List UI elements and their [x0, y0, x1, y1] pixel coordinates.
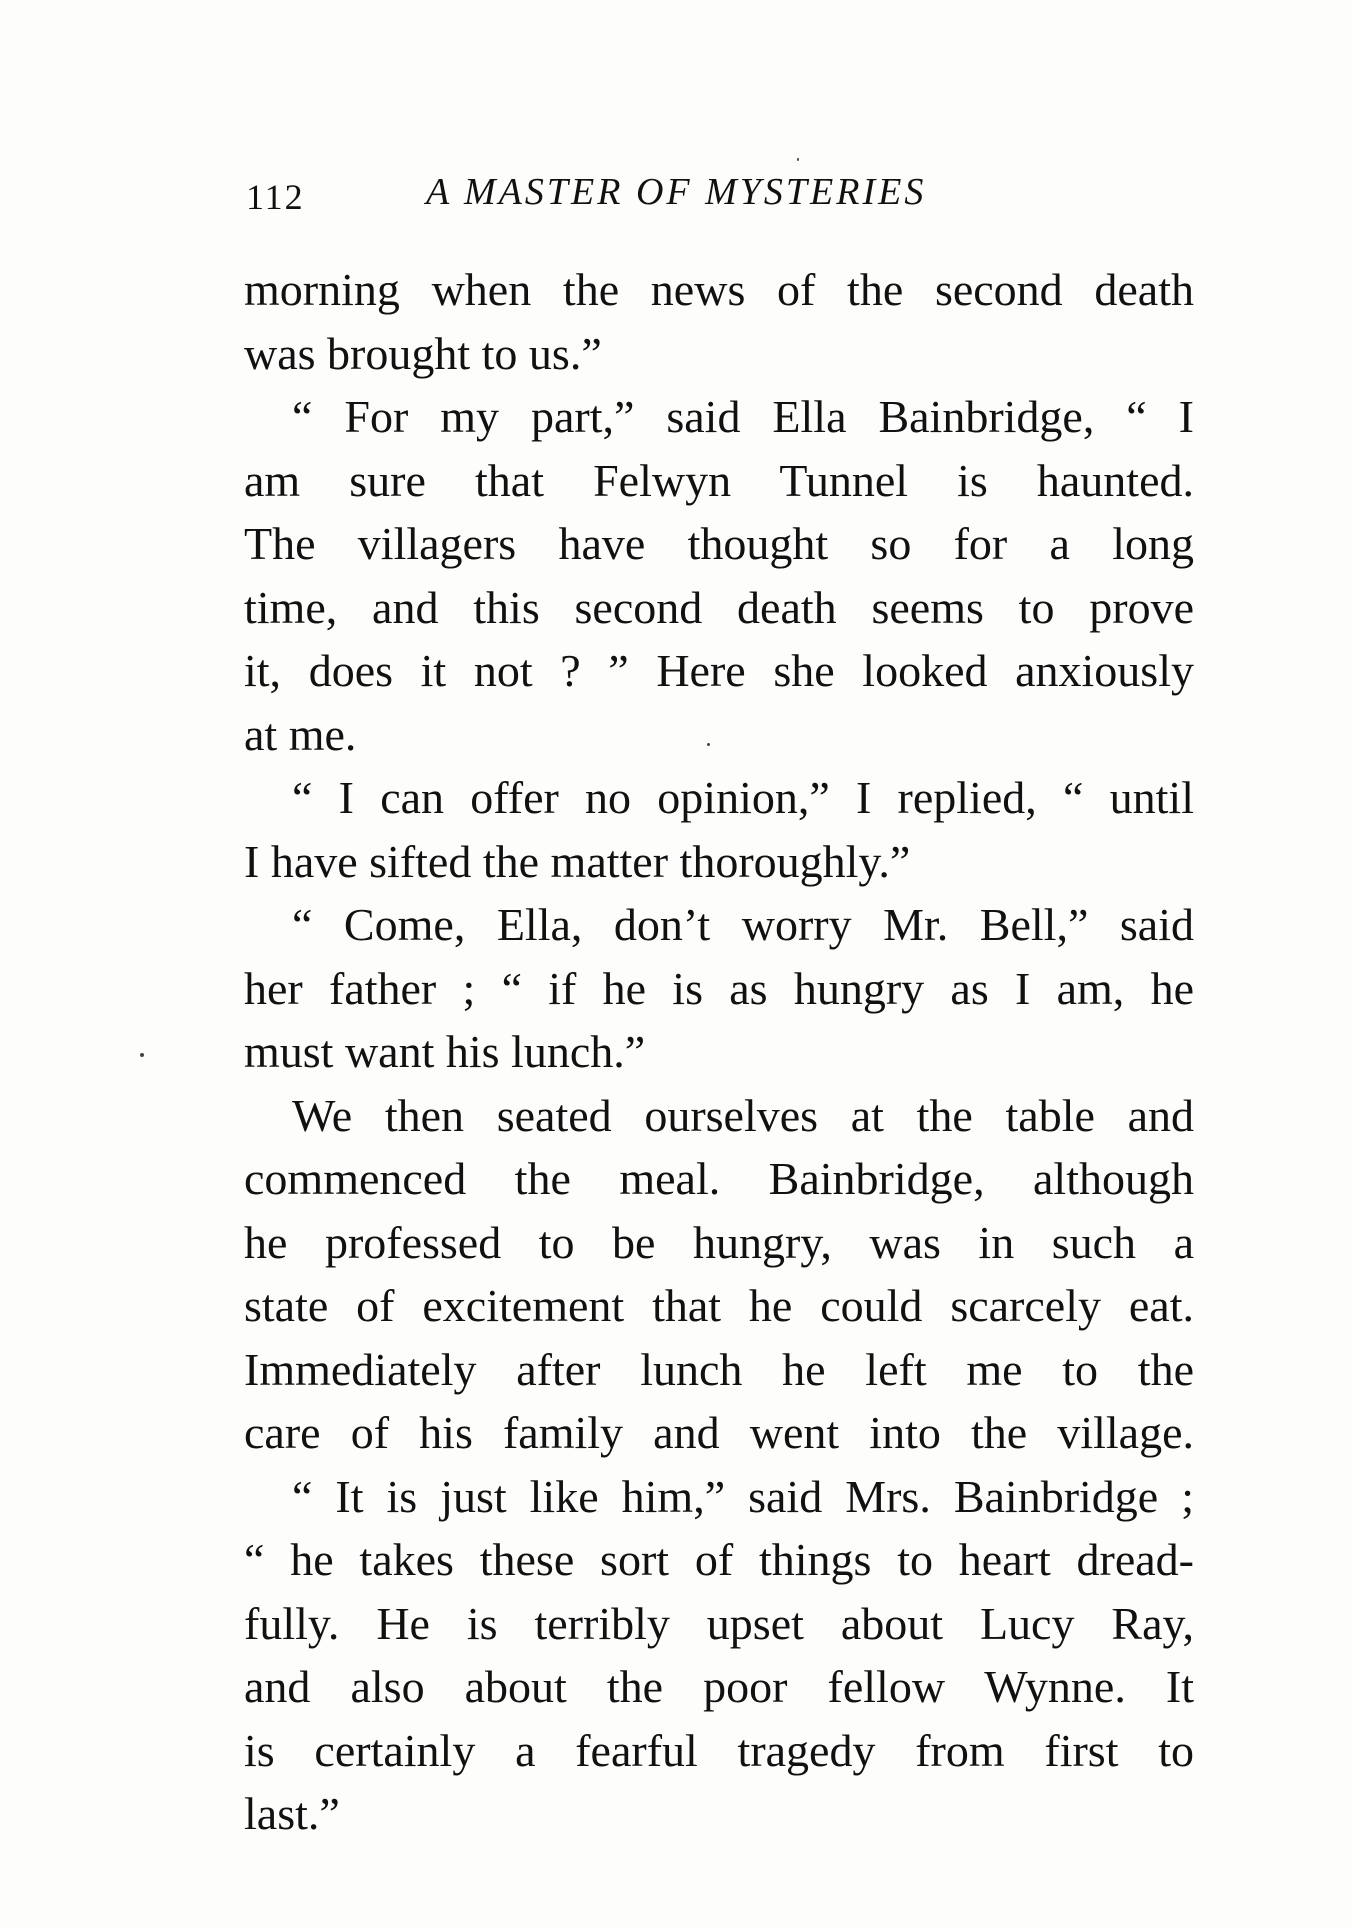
text-line: at me. — [244, 708, 357, 760]
text-line: fully. He is terribly upset about Lucy Ray, — [244, 1597, 1194, 1649]
text-line: “ he takes these sort of things to heart dread- — [244, 1534, 1194, 1585]
text-line: must want his lunch.” — [244, 1026, 646, 1077]
text-line: “ It is just like him,” said Mrs. Bainbridge ; — [292, 1470, 1194, 1522]
text-line: it, does it not ? ” Here she looked anxiously — [244, 645, 1194, 696]
page-number: 112 — [246, 177, 305, 217]
text-line: state of excitement that he could scarcely eat. — [244, 1280, 1194, 1331]
text-line: is certainly a fearful tragedy from first to — [244, 1724, 1194, 1776]
text-line: was brought to us.” — [244, 327, 602, 379]
text-line: am sure that Felwyn Tunnel is haunted. — [244, 454, 1194, 506]
paper-speck — [797, 158, 799, 161]
text-line: The villagers have thought so for a long — [244, 518, 1194, 569]
text-line: commenced the meal. Bainbridge, although — [244, 1153, 1194, 1204]
text-line: he professed to be hungry, was in such a — [244, 1216, 1194, 1268]
text-line: “ Come, Ella, don’t worry Mr. Bell,” said — [292, 899, 1194, 950]
text-line: last.” — [244, 1788, 340, 1839]
text-line: “ For my part,” said Ella Bainbridge, “ I — [292, 391, 1194, 442]
text-line: I have sifted the matter thoroughly.” — [244, 835, 911, 887]
running-title: A MASTER OF MYSTERIES — [426, 171, 927, 213]
text-line: her father ; “ if he is as hungry as I am, he — [244, 962, 1194, 1014]
paper-speck — [140, 1053, 144, 1057]
text-line: care of his family and went into the village. — [244, 1407, 1194, 1458]
text-line: time, and this second death seems to prove — [244, 581, 1194, 633]
page-header — [246, 170, 1196, 230]
body-text — [244, 258, 1194, 1846]
paper-speck — [707, 743, 710, 746]
text-line: Immediately after lunch he left me to the — [244, 1343, 1194, 1395]
text-line: and also about the poor fellow Wynne. It — [244, 1661, 1194, 1712]
text-line: morning when the news of the second death — [244, 264, 1194, 315]
text-line: “ I can offer no opinion,” I replied, “ until — [292, 772, 1194, 823]
text-line: We then seated ourselves at the table and — [292, 1089, 1194, 1141]
